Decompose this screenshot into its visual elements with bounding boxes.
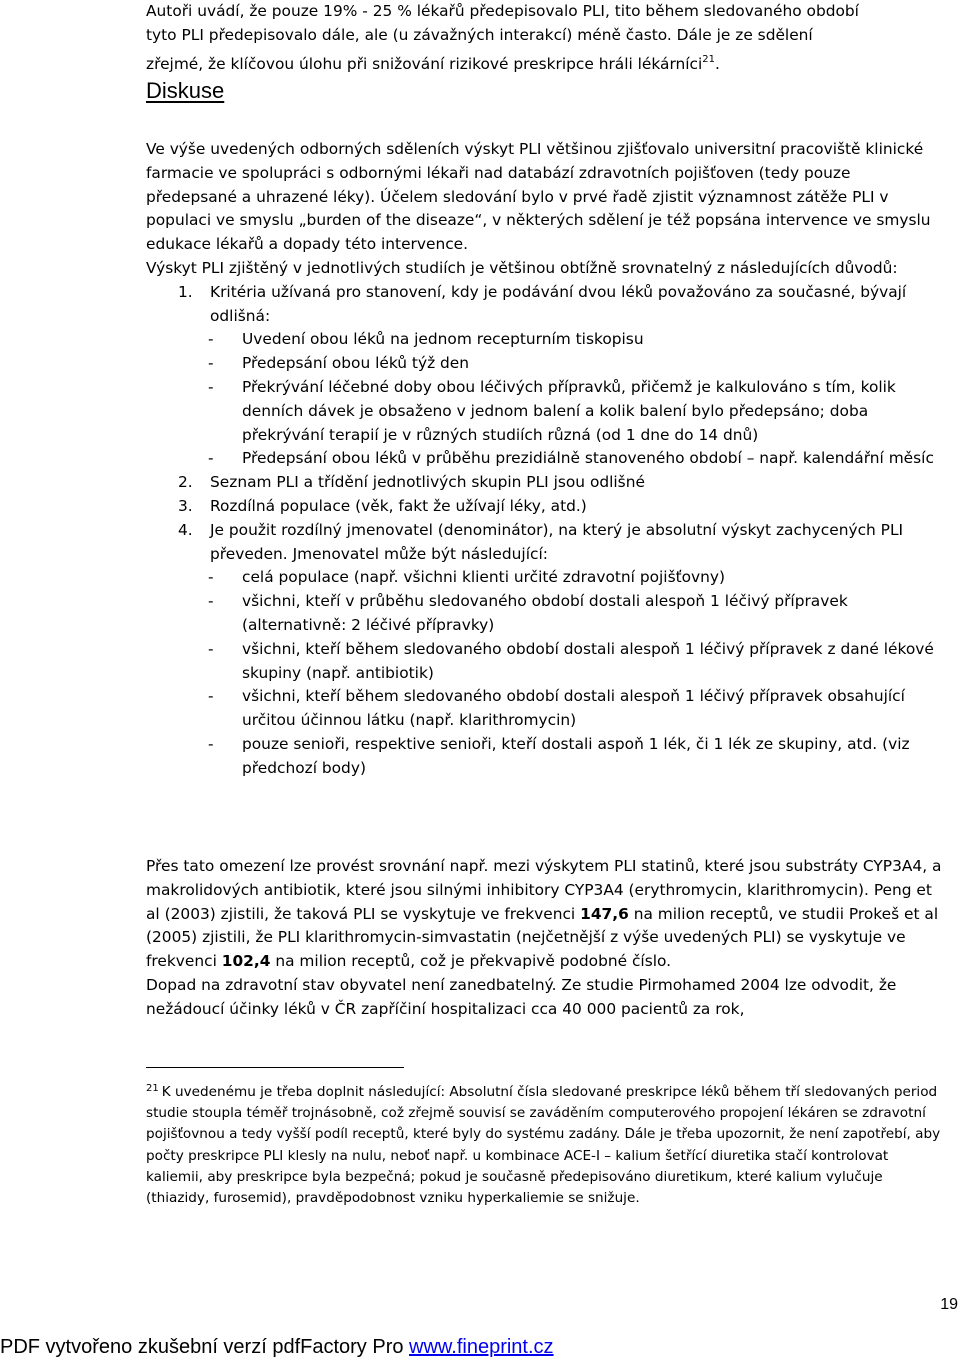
intro-line-tail: . xyxy=(715,54,720,73)
fineprint-link[interactable]: www.fineprint.cz xyxy=(409,1336,554,1358)
sub-list-item: - Předepsání obou léků v průběhu prezidiálně stanoveného období – např. kalendářní měsíc xyxy=(208,449,934,468)
paragraph-text: na milion receptů, ve studii Prokeš et al (2005) zjistili, že PLI klarithromycin-simvastatin (nejčetnější z výše uvedených PLI) se vyskytuje ve frekvenci xyxy=(146,904,939,971)
sub-list-item: - Uvedení obou léků na jednom recepturním tiskopisu xyxy=(208,330,644,349)
sub-list-item: - Předepsání obou léků týž den xyxy=(208,354,470,373)
pdf-watermark-footer xyxy=(0,1334,960,1360)
comparison-body xyxy=(146,855,946,1022)
sub-list-item-text: Překrývání léčebné doby obou léčivých přípravků, přičemž je kalkulováno s tím, kolik denních dávek je obsaženo v jednom balení a kolik balení bylo předepsáno; doba překrývání terapií je v různých studiích různá (od 1 dne do 14 dnů) xyxy=(242,377,896,444)
list-number: 3. xyxy=(178,496,193,515)
page-number: 19 xyxy=(940,1296,958,1313)
list-item xyxy=(146,281,946,329)
intro-line xyxy=(146,48,859,77)
footnote-divider xyxy=(146,1067,404,1068)
section-heading: Diskuse xyxy=(146,78,225,103)
sub-list-item: - všichni, kteří během sledovaného období dostali alespoň 1 léčivý přípravek z dané lékové skupiny (např. antibiotik) xyxy=(208,639,934,682)
sub-list-item-text: všichni, kteří během sledovaného období dostali alespoň 1 léčivý přípravek obsahující určitou účinnou látku (např. klarithromycin) xyxy=(242,687,905,730)
sub-list-item-text: všichni, kteří v průběhu sledovaného období dostali alespoň 1 léčivý přípravek (alternativně: 2 léčivé přípravky) xyxy=(242,592,848,634)
intro-paragraph xyxy=(146,0,859,76)
sub-list-item: - Překrývání léčebné doby obou léčivých přípravků, přičemž je kalkulováno s tím, kolik denních dávek je obsaženo v jednom balení a kolik balení bylo předepsáno; doba překrývání terapií je v různých studiích různá (od 1 dne do 14 dnů) xyxy=(208,377,896,444)
footnote-number: 21 xyxy=(146,1083,159,1094)
sub-list-item-text: Předepsání obou léků týž den xyxy=(242,354,470,373)
list-number: 4. xyxy=(178,520,193,539)
footnote-text: K uvedenému je třeba doplnit následující: Absolutní čísla sledované preskripce léků během tří sledovaných period studie stoupla téměř trojnásobně, což zřejmě souvisí se zaváděním computerového propojení lékáren se zdravotní pojišťovnou a tedy vyšší podíl receptů, které byly do systému zadány. Dále je třeba upozornit, že není zapotřebí, aby počty preskripce PLI klesly na nulu, neboť např. u kombinace ACE-I – kalium šetřící diuretika stačí kontrolovat kaliemii, aby preskripce byla bezpečná; pokud je současně předepisováno diuretikum, které kalium vylučuje (thiazidy, furosemid), pravděpodobnost vzniku hyperkaliemie se snižuje. xyxy=(146,1084,941,1207)
intro-line-text: zřejmé, že klíčovou úlohu při snižování rizikové preskripce hráli lékárníci xyxy=(146,54,703,73)
numbered-list xyxy=(146,281,946,781)
list-number: 1. xyxy=(178,282,193,301)
sub-list-item-text: celá populace (např. všichni klienti určité zdravotní pojišťovny) xyxy=(242,568,726,587)
sub-list-item-text: všichni, kteří během sledovaného období dostali alespoň 1 léčivý přípravek z dané lékové skupiny (např. antibiotik) xyxy=(242,639,934,682)
sub-list-item: - celá populace (např. všichni klienti určité zdravotní pojišťovny) xyxy=(208,568,726,587)
discussion-body xyxy=(146,138,946,781)
frequency-value: 147,6 xyxy=(580,904,629,923)
paragraph: Ve výše uvedených odborných sděleních výskyt PLI většinou zjišťovalo universitní pracoviště klinické farmacie ve spolupráci s odbornými lékaři nad databází zdravotních pojišťoven (tedy pouze předepsané a uhrazené léky). Účelem sledování bylo v prvé řadě zjistit významnost zátěže PLI v populaci ve smyslu „burden of the diseaze“, v některých sdělení je též popsána intervence ve smyslu edukace lékařů a dopady této intervence. xyxy=(146,140,931,254)
sub-list-item: - všichni, kteří v průběhu sledovaného období dostali alespoň 1 léčivý přípravek (alternativně: 2 léčivé přípravky) xyxy=(208,592,848,634)
intro-line: tyto PLI předepisovalo dále, ale (u závažných interakcí) méně často. Dále je ze sdělení xyxy=(146,25,813,44)
list-item xyxy=(146,519,946,567)
frequency-value: 102,4 xyxy=(221,952,271,971)
list-item xyxy=(146,471,946,495)
paragraph xyxy=(146,855,946,974)
paragraph-text: na milion receptů, což je překvapivě podobné číslo. xyxy=(270,952,672,971)
paragraph-text: Přes tato omezení lze provést srovnání např. mezi výskytem PLI statinů, které jsou substráty CYP3A4, a makrolidových antibiotik, které jsou silnými inhibitory CYP3A4 (erythromycin, klarithromycin). Peng et al (2003) zjistili, že taková PLI se vyskytuje ve frekvenci xyxy=(146,857,942,923)
pdf-footer-text: PDF vytvořeno zkušební verzí pdfFactory Pro xyxy=(0,1336,410,1358)
footnote xyxy=(146,1078,946,1209)
list-item-text: Seznam PLI a třídění jednotlivých skupin PLI jsou odlišné xyxy=(210,473,645,492)
sub-list-item-text: Předepsání obou léků v průběhu prezidiálně stanoveného období – např. kalendářní měsíc xyxy=(242,449,934,468)
paragraph: Dopad na zdravotní stav obyvatel není zanedbatelný. Ze studie Pirmohamed 2004 lze odvodit, že nežádoucí účinky léků v ČR zapříčiní hospitalizaci cca 40 000 pacientů za rok, xyxy=(146,975,897,1018)
intro-line: Autoři uvádí, že pouze 19% - 25 % lékařů předepisovalo PLI, tito během sledovaného období xyxy=(146,2,859,20)
sub-list-item-text: Uvedení obou léků na jednom recepturním tiskopisu xyxy=(242,330,644,349)
list-item-text: Je použit rozdílný jmenovatel (denominátor), na který je absolutní výskyt zachycených PLI převeden. Jmenovatel může být následující: xyxy=(210,520,904,563)
sub-list-item: - pouze senioři, respektive senioři, kteří dostali aspoň 1 lék, či 1 lék ze skupiny, atd. (viz předchozí body) xyxy=(208,734,910,777)
list-item-text: Rozdílná populace (věk, fakt že užívají léky, atd.) xyxy=(210,496,587,515)
sub-list-item-text: pouze senioři, respektive senioři, kteří dostali aspoň 1 lék, či 1 lék ze skupiny, atd. (viz předchozí body) xyxy=(242,734,910,777)
paragraph: Výskyt PLI zjištěný v jednotlivých studiích je většinou obtížně srovnatelný z následujících důvodů: xyxy=(146,258,898,277)
list-item-text: Kritéria užívaná pro stanovení, kdy je podávání dvou léků považováno za současné, bývají odlišná: xyxy=(210,282,907,325)
sub-list-item: - všichni, kteří během sledovaného období dostali alespoň 1 léčivý přípravek obsahující určitou účinnou látku (např. klarithromycin) xyxy=(208,687,905,730)
list-item xyxy=(146,495,946,519)
list-number: 2. xyxy=(178,473,193,492)
footnote-reference[interactable]: 21 xyxy=(702,53,716,65)
